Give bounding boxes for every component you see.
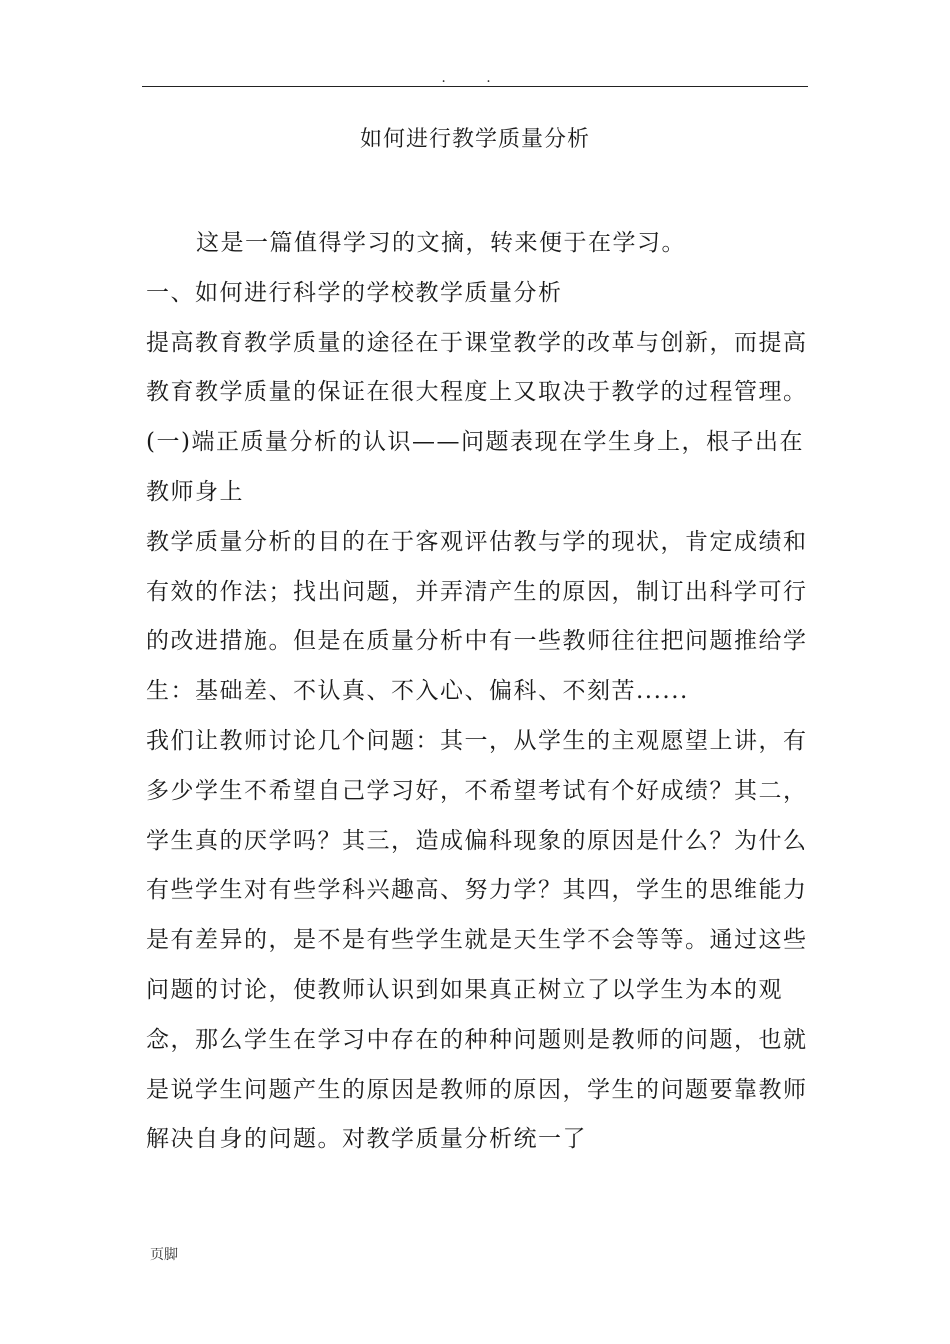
document-body [146,219,810,1165]
header-divider [142,86,808,87]
document-title: 如何进行教学质量分析 [359,127,590,152]
subsection-heading: (一)端正质量分析的认识——问题表现在学生身上，根子出在教师身上 [146,429,804,505]
section-heading: 一、如何进行科学的学校教学质量分析 [146,279,563,306]
page-footer: 页脚 [150,1247,178,1263]
body-paragraph: 提高教育教学质量的途径在于课堂教学的改革与创新，而提高教育教学质量的保证在很大程度上又取决于教学的过程管理。 [146,329,808,406]
intro-paragraph: 这是一篇值得学习的文摘，转来便于在学习。 [196,230,686,256]
body-paragraph: 教学质量分析的目的在于客观评估教与学的现状，肯定成绩和有效的作法；找出问题，并弄清产生的原因，制订出科学可行的改进措施。但是在质量分析中有一些教师往往把问题推给学生：基础差、不认真、不入心、偏科、不刻苦...... [146,528,808,705]
header-marks: . . [441,70,509,86]
body-paragraph: 我们让教师讨论几个问题：其一，从学生的主观愿望上讲，有多少学生不希望自己学习好，不希望考试有个好成绩？其二，学生真的厌学吗？其三，造成偏科现象的原因是什么？为什么有些学生对有些学科兴趣高、努力学？其四，学生的思维能力是有差异的，是不是有些学生就是天生学不会等等。通过这些问题的讨论，使教师认识到如果真正树立了以学生为本的观念，那么学生在学习中存在的种种问题则是教师的问题，也就是说学生问题产生的原因是教师的原因，学生的问题要靠教师解决自身的问题。对教学质量分析统一了 [146,727,808,1153]
